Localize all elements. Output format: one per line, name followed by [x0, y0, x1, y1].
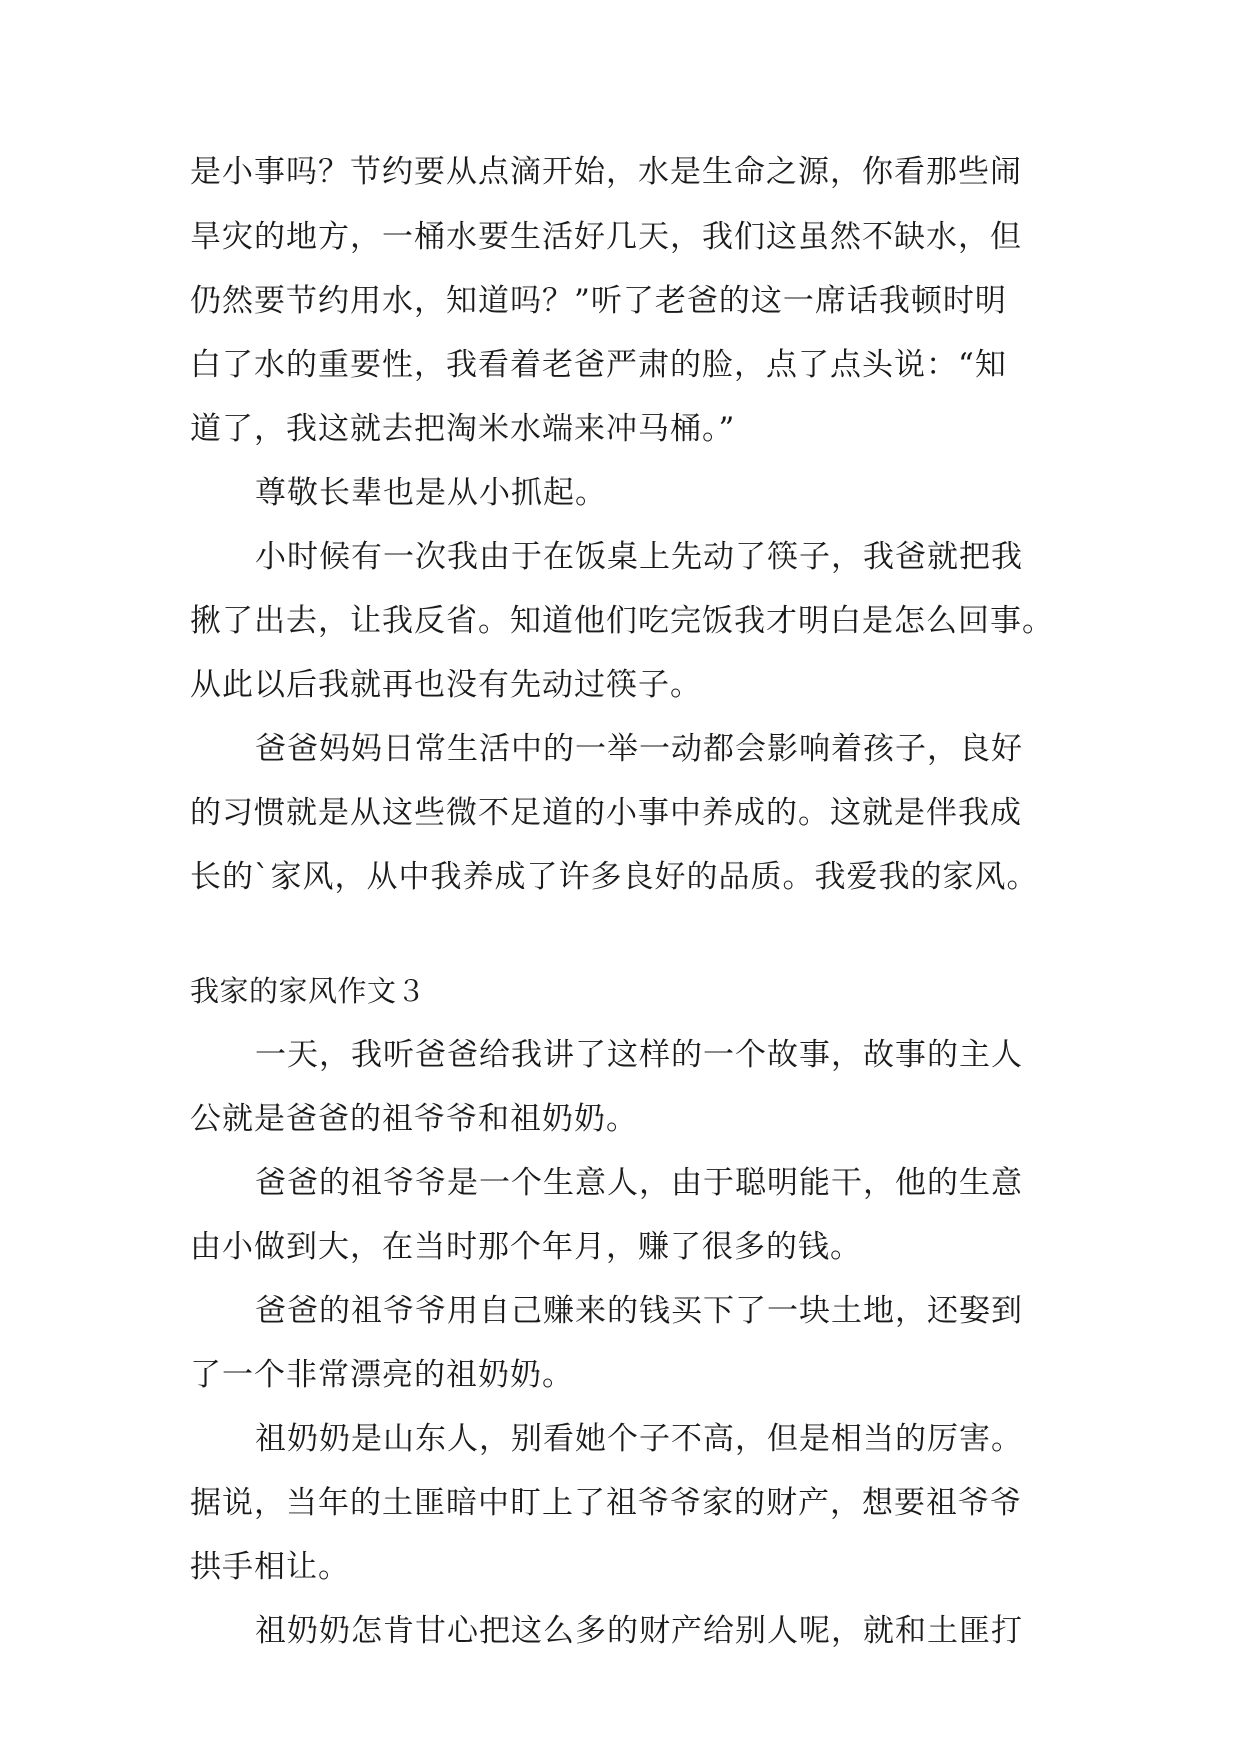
text-line: 公就是爸爸的祖爷爷和祖奶奶。	[190, 1101, 638, 1137]
text-line: 了一个非常漂亮的祖奶奶。	[190, 1357, 574, 1393]
text-line: 道了，我这就去把淘米水端来冲马桶。”	[190, 411, 736, 447]
text-line: 是小事吗？节约要从点滴开始，水是生命之源，你看那些闹	[190, 154, 1022, 190]
text-line: 拱手相让。	[190, 1549, 350, 1585]
text-line: 爸爸的祖爷爷是一个生意人，由于聪明能干，他的生意	[255, 1165, 1023, 1201]
text-line: 一天，我听爸爸给我讲了这样的一个故事，故事的主人	[255, 1037, 1023, 1073]
text-line: 由小做到大，在当时那个年月，赚了很多的钱。	[190, 1229, 862, 1265]
text-line: 的习惯就是从这些微不足道的小事中养成的。这就是伴我成	[190, 795, 1022, 831]
text-line: 据说，当年的土匪暗中盯上了祖爷爷家的财产，想要祖爷爷	[190, 1485, 1022, 1521]
text-line: 小时候有一次我由于在饭桌上先动了筷子，我爸就把我	[255, 539, 1023, 575]
text-line: 揪了出去，让我反省。知道他们吃完饭我才明白是怎么回事。	[190, 603, 1054, 639]
text-line: 爸爸的祖爷爷用自己赚来的钱买下了一块土地，还娶到	[255, 1293, 1023, 1329]
text-line: 旱灾的地方，一桶水要生活好几天，我们这虽然不缺水，但	[190, 219, 1022, 255]
text-line: 仍然要节约用水，知道吗？”听了老爸的这一席话我顿时明	[190, 283, 1007, 319]
section-heading: 我家的家风作文３	[190, 974, 427, 1008]
text-line: 爸爸妈妈日常生活中的一举一动都会影响着孩子，良好	[255, 731, 1023, 767]
text-line: 尊敬长辈也是从小抓起。	[255, 475, 607, 511]
text-line: 从此以后我就再也没有先动过筷子。	[190, 667, 702, 703]
text-line: 白了水的重要性，我看着老爸严肃的脸，点了点头说：“知	[190, 347, 1007, 383]
text-line: 长的`家风，从中我养成了许多良好的品质。我爱我的家风。	[190, 859, 1039, 895]
text-line: 祖奶奶怎肯甘心把这么多的财产给别人呢，就和土匪打	[255, 1613, 1023, 1649]
text-line: 祖奶奶是山东人，别看她个子不高，但是相当的厉害。	[255, 1421, 1023, 1457]
